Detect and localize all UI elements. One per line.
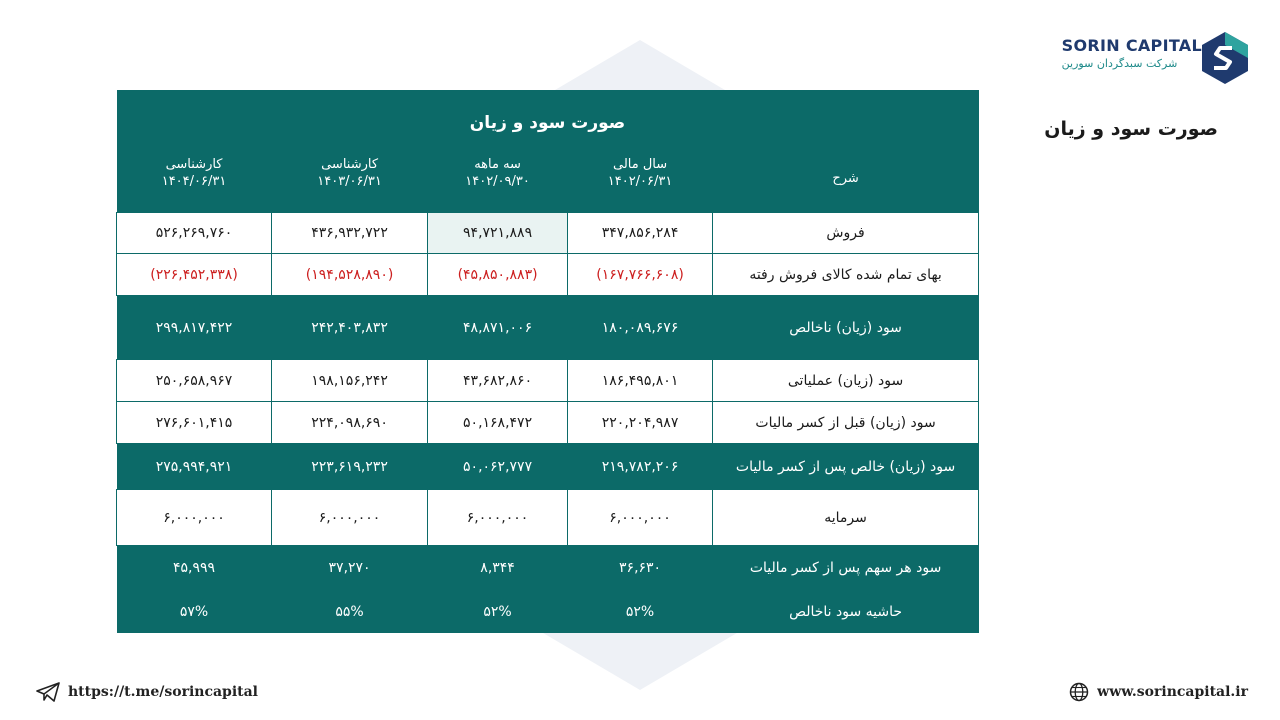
- cell-value: ۵۷%: [179, 603, 209, 620]
- page-title: صورت سود و زیان: [1044, 118, 1218, 140]
- cell-value: ۱۸۶,۴۹۵,۸۰۱: [568, 360, 713, 402]
- cell-value: ۴۸,۸۷۱,۰۰۶: [463, 319, 533, 336]
- row-label: سرمایه: [713, 490, 979, 546]
- row-label: فروش: [713, 213, 979, 254]
- header-line1: کارشناسی: [321, 157, 379, 172]
- table-row-eps: [117, 546, 979, 591]
- table-row-profit-before-tax: [117, 402, 979, 444]
- header-line1: کارشناسی: [165, 157, 223, 172]
- row-label: حاشیه سود ناخالص: [789, 603, 903, 620]
- cell-value: (۱۹۴,۵۲۸,۸۹۰): [272, 254, 428, 296]
- cell-value: ۲۴۲,۴۰۳,۸۳۲: [311, 319, 388, 336]
- header-line2: ۱۴۰۲/۰۶/۳۱: [607, 174, 673, 189]
- table-title-row: [117, 90, 979, 156]
- table-row-operating-profit: [117, 360, 979, 402]
- header-description: [713, 156, 979, 213]
- header-est1404: [117, 156, 272, 213]
- header-q1402: [428, 156, 568, 213]
- table-row-cogs: [117, 254, 979, 296]
- cell-value: ۵۲%: [625, 603, 655, 620]
- cell-value: ۳۷,۲۷۰: [328, 560, 371, 576]
- cell-value: ۵۰,۰۶۲,۷۷۷: [463, 458, 533, 475]
- cell-value: ۵۲۶,۲۶۹,۷۶۰: [117, 213, 272, 254]
- row-label: سود (زیان) قبل از کسر مالیات: [713, 402, 979, 444]
- brand-subtitle: شرکت سبدگردان سورین: [1061, 57, 1178, 70]
- row-label: سود (زیان) عملیاتی: [713, 360, 979, 402]
- header-line2: ۱۴۰۳/۰۶/۳۱: [317, 174, 382, 189]
- cell-value: ۹۴,۷۲۱,۸۸۹: [428, 213, 568, 254]
- cell-value: ۲۱۹,۷۸۲,۲۰۶: [601, 458, 679, 475]
- header-label: شرح: [832, 170, 859, 186]
- website-url[interactable]: www.sorincapital.ir: [1097, 684, 1248, 700]
- cell-value: ۲۷۶,۶۰۱,۴۱۵: [117, 402, 272, 444]
- cell-value: ۲۹۹,۸۱۷,۴۲۲: [155, 319, 233, 336]
- table-row-sales: [117, 213, 979, 254]
- header-line1: سه ماهه: [474, 157, 521, 172]
- table-header-row: [117, 156, 979, 213]
- header-line2: ۱۴۰۲/۰۹/۳۰: [465, 174, 530, 189]
- globe-icon: [1069, 682, 1089, 702]
- table-row-capital: [117, 490, 979, 546]
- cell-value: ۴۳۶,۹۳۲,۷۲۲: [272, 213, 428, 254]
- cell-value: ۶,۰۰۰,۰۰۰: [272, 490, 428, 546]
- cell-value: ۲۷۵,۹۹۴,۹۲۱: [155, 458, 233, 475]
- website-link[interactable]: [1069, 682, 1248, 702]
- cell-value: ۱۹۸,۱۵۶,۲۴۲: [272, 360, 428, 402]
- row-label: سود هر سهم پس از کسر مالیات: [749, 560, 942, 576]
- header-fy1402: [568, 156, 713, 213]
- cell-value: ۲۵۰,۶۵۸,۹۶۷: [117, 360, 272, 402]
- cell-value: ۶,۰۰۰,۰۰۰: [428, 490, 568, 546]
- telegram-url[interactable]: https://t.me/sorincapital: [68, 684, 259, 700]
- telegram-link[interactable]: [36, 682, 258, 702]
- cell-value: ۵۲%: [483, 603, 512, 620]
- cell-value: ۲۲۴,۰۹۸,۶۹۰: [272, 402, 428, 444]
- row-label: سود (زیان) ناخالص: [789, 319, 902, 336]
- cell-value: ۶,۰۰۰,۰۰۰: [117, 490, 272, 546]
- cell-value: ۶,۰۰۰,۰۰۰: [568, 490, 713, 546]
- header-est1403: [272, 156, 428, 213]
- cell-value: ۳۴۷,۸۵۶,۲۸۴: [568, 213, 713, 254]
- table-row-gross-profit: [117, 296, 979, 360]
- table-title: صورت سود و زیان: [469, 113, 626, 133]
- header-line2: ۱۴۰۴/۰۶/۳۱: [161, 174, 227, 189]
- cell-value: (۲۲۶,۴۵۲,۳۳۸): [117, 254, 272, 296]
- telegram-icon: [36, 682, 60, 702]
- cell-value: ۵۵%: [335, 603, 364, 620]
- cell-value: (۴۵,۸۵۰,۸۸۳): [428, 254, 568, 296]
- sorin-logo-icon: [1202, 32, 1248, 84]
- cell-value: ۲۲۰,۲۰۴,۹۸۷: [568, 402, 713, 444]
- cell-value: ۸,۳۴۴: [480, 560, 515, 576]
- income-statement-table: [116, 90, 978, 633]
- cell-value: ۲۲۳,۶۱۹,۲۳۲: [311, 458, 388, 475]
- brand-name: SORIN CAPITAL: [1061, 36, 1202, 55]
- cell-value: (۱۶۷,۷۶۶,۶۰۸): [568, 254, 713, 296]
- cell-value: ۱۸۰,۰۸۹,۶۷۶: [601, 319, 679, 336]
- cell-value: ۴۵,۹۹۹: [173, 560, 216, 576]
- row-label: بهای تمام شده کالای فروش رفته: [713, 254, 979, 296]
- row-label: سود (زیان) خالص پس از کسر مالیات: [735, 458, 956, 475]
- table-row-net-profit: [117, 444, 979, 490]
- cell-value: ۴۳,۶۸۲,۸۶۰: [428, 360, 568, 402]
- cell-value: ۵۰,۱۶۸,۴۷۲: [428, 402, 568, 444]
- table-row-gross-margin: [117, 590, 979, 633]
- cell-value: ۳۶,۶۳۰: [619, 560, 662, 576]
- header-line1: سال مالی: [612, 157, 668, 172]
